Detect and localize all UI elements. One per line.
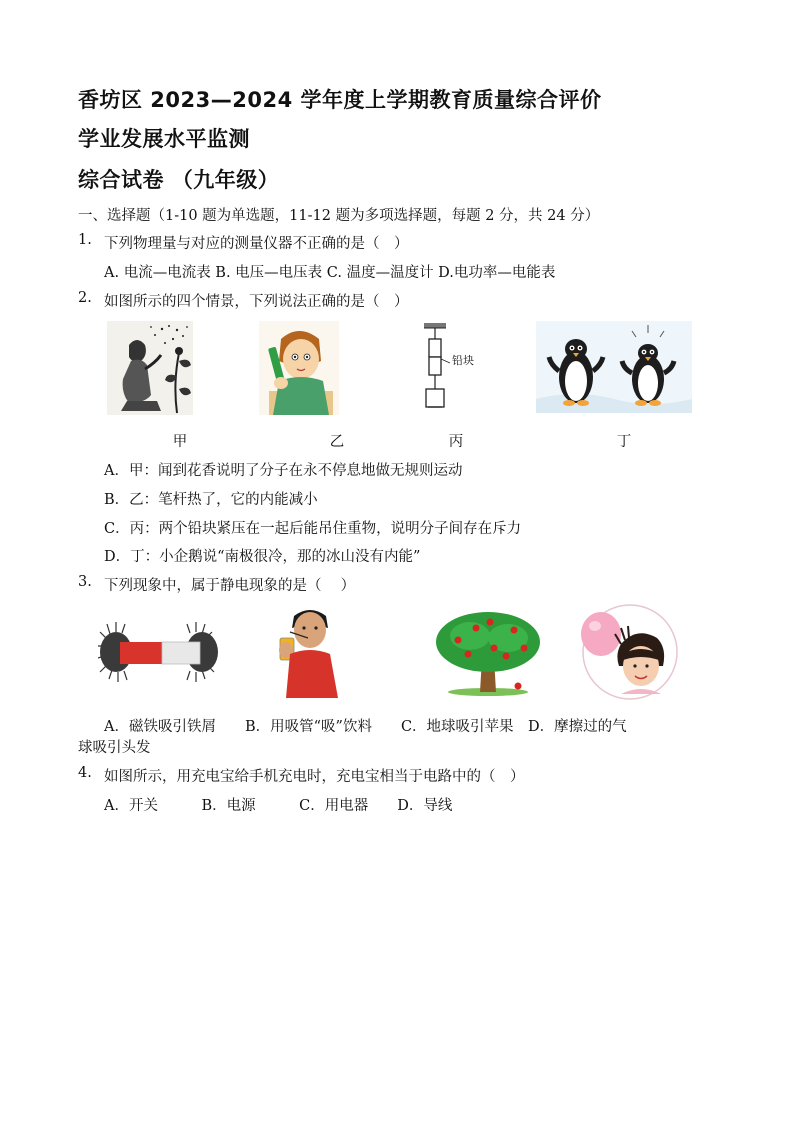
figure-caption-yi: 乙 bbox=[329, 434, 345, 450]
lead-block-label: 铅块 bbox=[452, 354, 474, 367]
penguins-illustration bbox=[536, 321, 692, 413]
man-smelling-flower-illustration bbox=[107, 321, 193, 415]
question-options: A．开关 B．电源 C．用电器 D．导线 bbox=[104, 798, 453, 814]
question-number: 1. bbox=[78, 232, 92, 248]
question-options-continued: 球吸引头发 bbox=[78, 740, 151, 756]
question-stem: 如图所示的四个情景，下列说法正确的是（ ） bbox=[104, 294, 409, 310]
exam-subtitle: 学业发展水平监测 bbox=[78, 127, 250, 151]
magnet-iron-filings-illustration bbox=[98, 616, 228, 692]
question-options: A. 电流—电流表 B. 电压—电压表 C. 温度—温度计 D.电功率—电能表 bbox=[104, 265, 556, 281]
option-d: D．丁：小企鹅说“南极很冷，那的冰山没有内能” bbox=[104, 549, 421, 565]
question-options: A．磁铁吸引铁屑 B．用吸管“吸”饮料 C．地球吸引苹果 D．摩擦过的气 bbox=[104, 719, 627, 735]
question-stem: 下列物理量与对应的测量仪器不正确的是（ ） bbox=[104, 236, 409, 252]
figure-caption-jia: 甲 bbox=[172, 434, 188, 450]
exam-paper-name: 综合试卷 （九年级） bbox=[78, 168, 280, 192]
figure-caption-ding: 丁 bbox=[616, 434, 632, 450]
option-a: A．甲：闻到花香说明了分子在永不停息地做无规则运动 bbox=[104, 463, 463, 479]
question-number: 4. bbox=[78, 765, 92, 781]
question-number: 2. bbox=[78, 290, 92, 306]
section-heading: 一、选择题（1-10 题为单选题，11-12 题为多项选择题，每题 2 分，共 24 分） bbox=[78, 208, 600, 224]
option-c: C．丙：两个铅块紧压在一起后能吊住重物，说明分子间存在斥力 bbox=[104, 521, 522, 537]
apple-tree-illustration bbox=[428, 608, 548, 696]
option-b: B．乙：笔杆热了，它的内能减小 bbox=[104, 492, 318, 508]
boy-drinking-straw-photo bbox=[272, 606, 342, 698]
figure-caption-bing: 丙 bbox=[448, 434, 464, 450]
boy-with-pen-illustration bbox=[259, 321, 339, 415]
question-number: 3. bbox=[78, 574, 92, 590]
question-stem: 下列现象中，属于静电现象的是（ ） bbox=[104, 578, 356, 594]
question-stem: 如图所示，用充电宝给手机充电时，充电宝相当于电路中的（ ） bbox=[104, 769, 525, 785]
exam-title: 香坊区 2023—2024 学年度上学期教育质量综合评价 bbox=[78, 88, 602, 112]
balloon-attracting-hair-photo bbox=[577, 604, 683, 700]
